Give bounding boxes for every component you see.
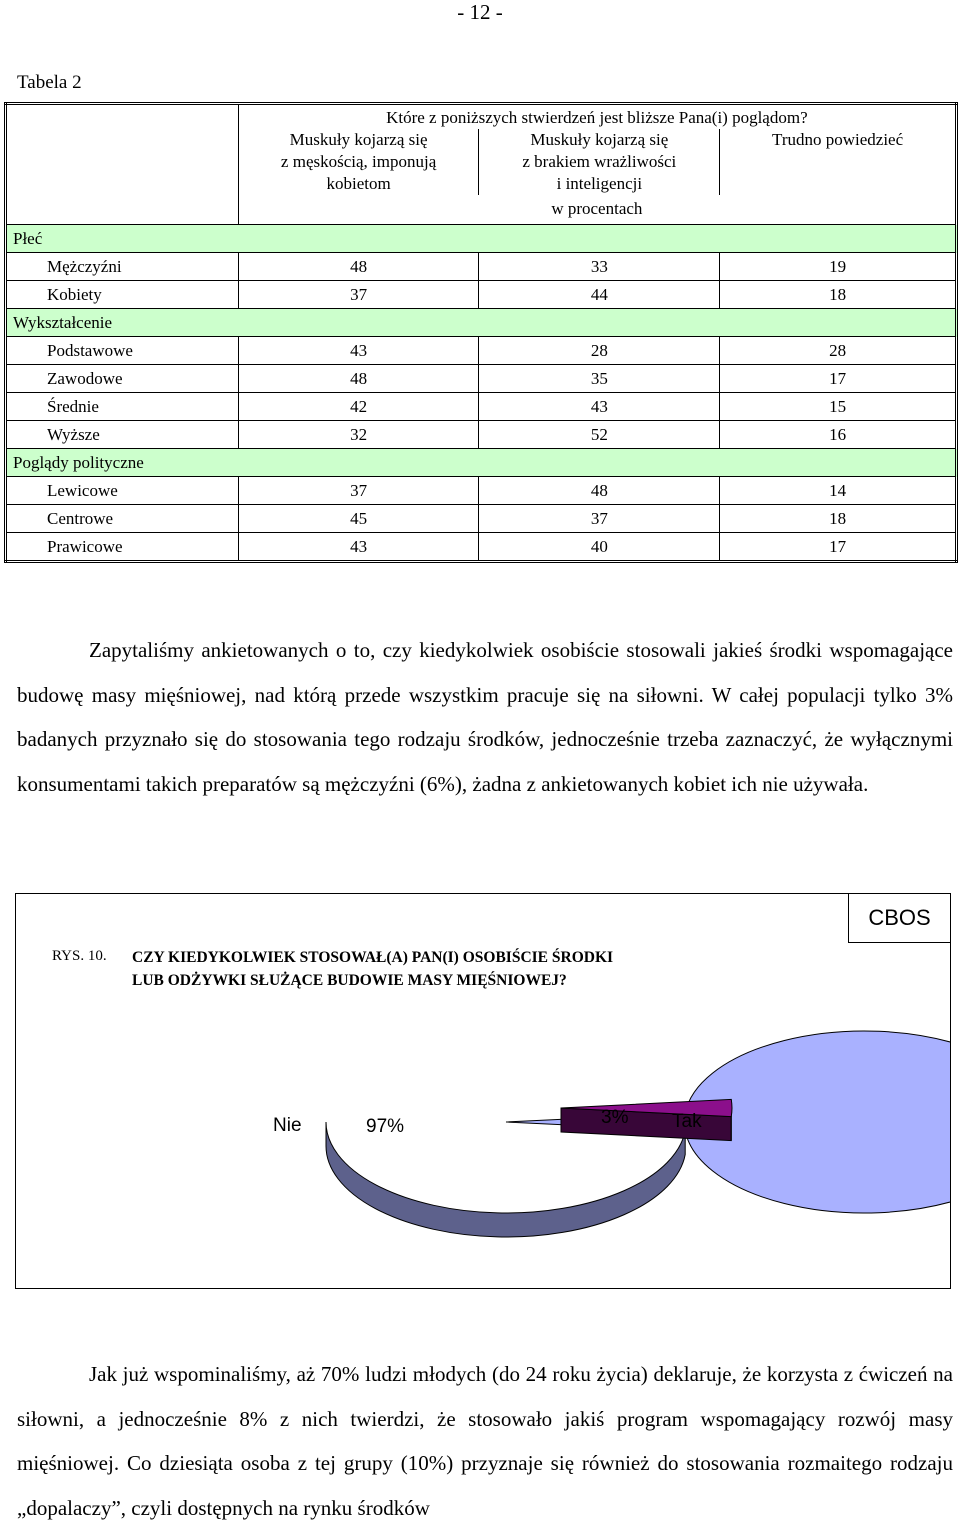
table-question-row [6,104,957,130]
table-row [6,533,957,562]
figure-title-line-2: LUB ODŻYWKI SŁUŻĄCE BUDOWIE MASY MIĘŚNIOWEJ? [132,972,567,989]
cell-value: 43 [479,393,720,421]
column-header-2: Muskuły kojarzą się z brakiem wrażliwości i inteligencji [479,129,720,195]
cell-value: 19 [720,253,957,281]
figure-rys-10 [15,893,951,1289]
cbos-source-label: CBOS [848,893,951,943]
cell-value: 28 [720,337,957,365]
cell-value: 48 [238,253,479,281]
table-body [6,104,957,562]
cell-value: 48 [479,477,720,505]
group-label: Poglądy polityczne [6,449,957,477]
table-row [6,365,957,393]
table-row [6,505,957,533]
cell-value: 17 [720,533,957,562]
cell-value: 45 [238,505,479,533]
table-row [6,477,957,505]
table-column-header-row [6,129,957,195]
cell-value: 33 [479,253,720,281]
pie-slice-nie-side [326,1122,685,1237]
row-label: Podstawowe [6,337,239,365]
survey-table [4,102,958,563]
row-label: Centrowe [6,505,239,533]
table-label: Tabela 2 [17,72,82,93]
row-label: Wyższe [6,421,239,449]
cell-value: 42 [238,393,479,421]
cell-value: 14 [720,477,957,505]
group-label: Wykształcenie [6,309,957,337]
table-unit: w procentach [551,199,643,218]
pie-chart [16,894,950,1288]
row-label: Prawicowe [6,533,239,562]
cell-value: 37 [238,281,479,309]
pie-category-label-tak: Tak [672,1111,702,1132]
table-question: Które z poniższych stwierdzeń jest bliższe Pana(i) poglądom? [386,108,808,127]
cell-value: 44 [479,281,720,309]
column-header-3: Trudno powiedzieć [772,130,904,149]
column-header-1: Muskuły kojarzą się z męskością, imponują kobietom [238,129,479,195]
cell-value: 17 [720,365,957,393]
table-group-row [6,449,957,477]
cell-value: 48 [238,365,479,393]
cell-value: 32 [238,421,479,449]
table-row [6,281,957,309]
group-label: Płeć [6,225,957,253]
table-row [6,421,957,449]
cell-value: 40 [479,533,720,562]
table-group-row [6,225,957,253]
pie-category-label-nie: Nie [273,1115,302,1136]
cell-value: 18 [720,505,957,533]
pie-value-label-tak: 3% [601,1107,629,1128]
paragraph-1: Zapytaliśmy ankietowanych o to, czy kiedykolwiek osobiście stosowali jakieś środki wspomagające budowę masy mięśniowej, nad którą przede wszystkim pracuje się na siłowni. W całej populacji tylko 3% badanych przyznało się do stosowania tego rodzaju środków, jednocześnie trzeba zaznaczyć, że wyłącznymi konsumentami takich preparatów są mężczyźni (6%), żadna z ankietowanych kobiet ich nie używała. [17,638,953,796]
table-group-row [6,309,957,337]
cell-value: 15 [720,393,957,421]
paragraph-2: Jak już wspominaliśmy, aż 70% ludzi młodych (do 24 roku życia) deklaruje, że korzysta z ćwiczeń na siłowni, a jednocześnie 8% z nich twierdzi, że stosowało jakiś program wspomagający rozwój masy mięśniowej. Co dziesiąta osoba z tej grupy (10%) przyznaje się również do stosowania rozmaitego rodzaju „dopalaczy”, czyli dostępnych na rynku środków [17,1362,953,1520]
figure-title-line-1: CZY KIEDYKOLWIEK STOSOWAŁ(A) PAN(I) OSOBIŚCIE ŚRODKI [132,949,614,966]
row-label: Lewicowe [6,477,239,505]
page-number: - 12 - [457,0,503,24]
cell-value: 43 [238,337,479,365]
cell-value: 43 [238,533,479,562]
cell-value: 28 [479,337,720,365]
table-row [6,253,957,281]
table-row [6,393,957,421]
row-label: Średnie [6,393,239,421]
figure-number: RYS. 10. [52,948,107,964]
cell-value: 16 [720,421,957,449]
cell-value: 37 [479,505,720,533]
row-label: Zawodowe [6,365,239,393]
cell-value: 52 [479,421,720,449]
table-unit-row [6,195,957,225]
pie-value-label-nie: 97% [366,1116,405,1137]
row-label: Kobiety [6,281,239,309]
table-row [6,337,957,365]
row-label: Mężczyźni [6,253,239,281]
cell-value: 18 [720,281,957,309]
cell-value: 35 [479,365,720,393]
cell-value: 37 [238,477,479,505]
